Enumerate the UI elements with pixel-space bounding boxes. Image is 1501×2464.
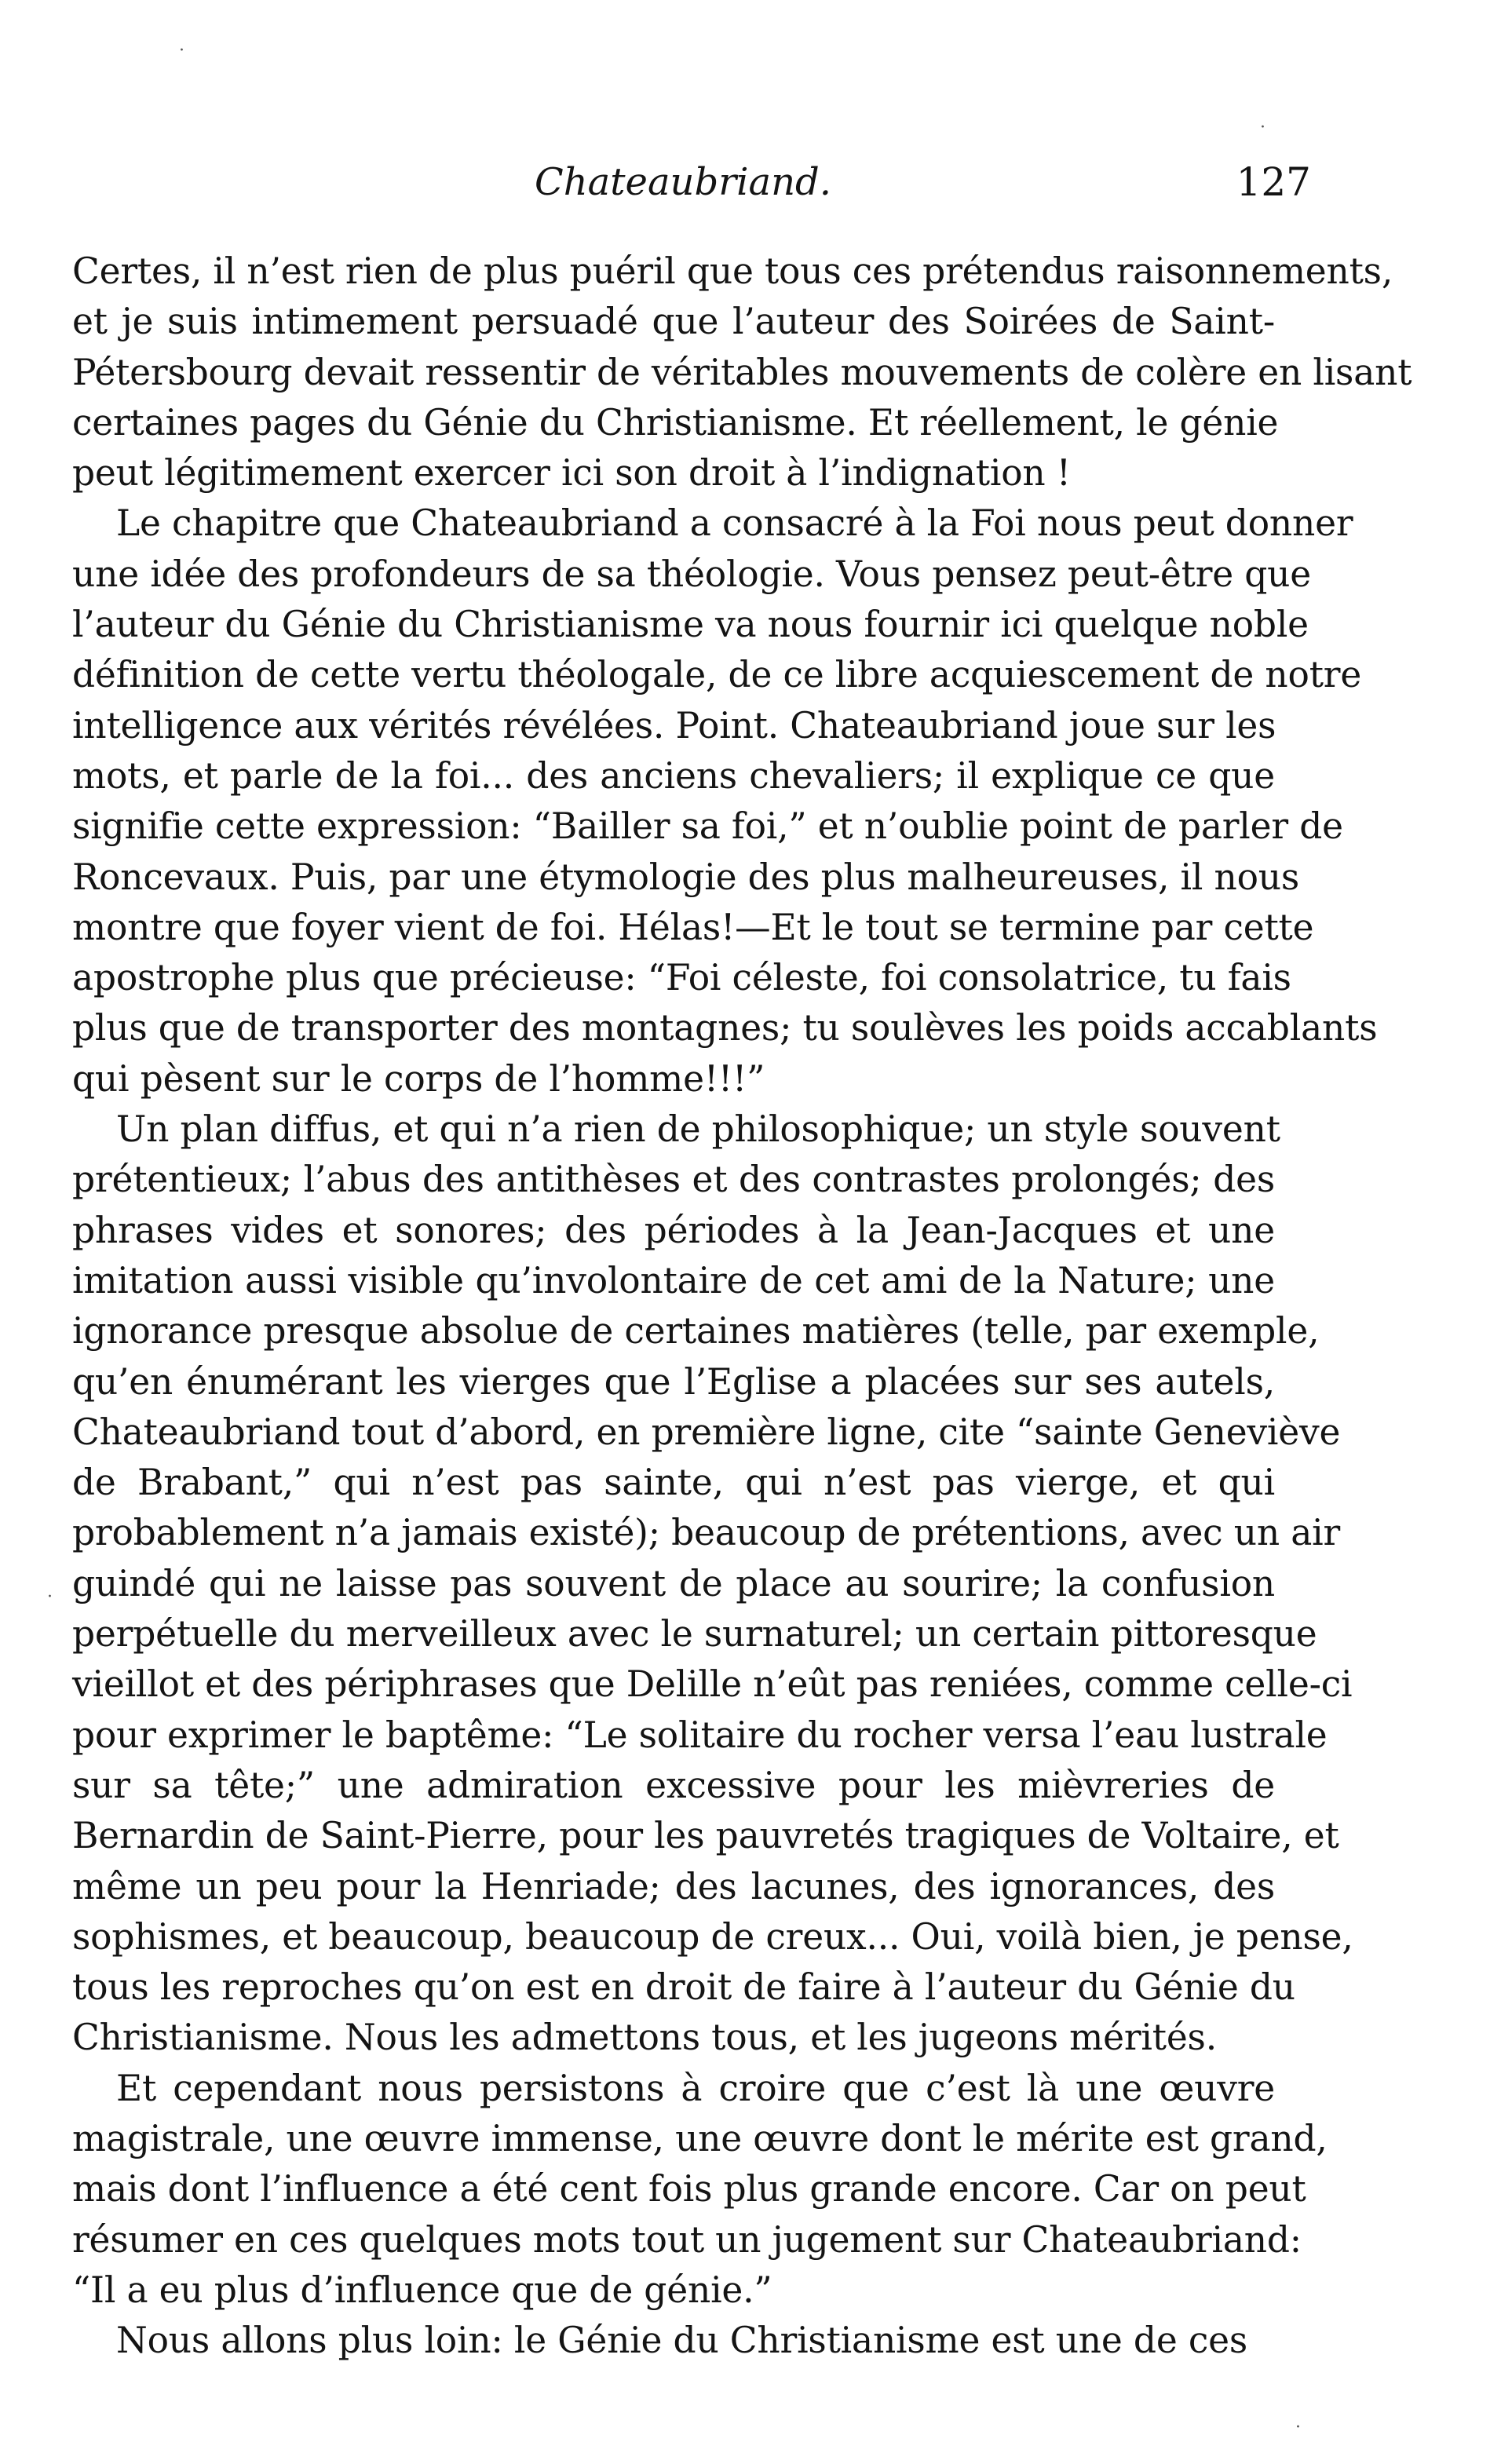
scan-speck: · [179,41,184,60]
text-line: une idée des profondeurs de sa théologie. Vous pensez peut-être que [72,553,1312,595]
text-line: perpétuelle du merveilleux avec le surnaturel; un certain pittoresque [72,1613,1317,1655]
page-header [71,154,1311,210]
text-line: prétentieux; l’abus des antithèses et des contrastes prolongés; des [72,1159,1275,1201]
text-line: de Brabant,” qui n’est pas sainte, qui n’est pas vierge, et qui [72,1462,1275,1504]
text-line: qu’en énumérant les vierges que l’Eglise a placées sur ses autels, [72,1360,1275,1403]
text-line: plus que de transporter des montagnes; tu soulèves les poids accablants [72,1007,1378,1049]
text-line: intelligence aux vérités révélées. Point. Chateaubriand joue sur les [72,704,1276,747]
text-line: mais dont l’influence a été cent fois plus grande encore. Car on peut [72,2168,1306,2210]
text-line: probablement n’a jamais existé); beaucoup de prétentions, avec un air [72,1512,1341,1554]
scan-speck: · [1295,2418,1301,2437]
text-line: “Il a eu plus d’influence que de génie.” [72,2269,772,2311]
text-line: même un peu pour la Henriade; des lacunes, des ignorances, des [72,1865,1275,1907]
text-line: l’auteur du Génie du Christianisme va nous fournir ici quelque noble [72,604,1309,646]
text-line: vieillot et des périphrases que Delille n’eût pas reniées, comme celle-ci [72,1663,1353,1706]
text-line: Certes, il n’est rien de plus puéril que tous ces prétendus raisonnements, [72,250,1393,292]
text-line: Chateaubriand tout d’abord, en première ligne, cite “sainte Geneviève [72,1411,1341,1453]
text-line: Et cependant nous persistons à croire que c’est là une œuvre [116,2067,1275,2109]
text-line: et je suis intimement persuadé que l’auteur des Soirées de Saint- [72,301,1275,343]
text-line: magistrale, une œuvre immense, une œuvre dont le mérite est grand, [72,2117,1328,2159]
text-line: tous les reproches qu’on est en droit de faire à l’auteur du Génie du [72,1966,1295,2009]
text-line: apostrophe plus que précieuse: “Foi céleste, foi consolatrice, tu fais [72,957,1291,999]
text-line: certaines pages du Génie du Christianisme. Et réellement, le génie [72,401,1279,444]
text-line: Pétersbourg devait ressentir de véritables mouvements de colère en lisant [72,351,1412,393]
text-line: montre que foyer vient de foi. Hélas!—Et le tout se termine par cette [72,906,1314,948]
text-line: peut légitimement exercer ici son droit à l’indignation ! [72,452,1071,495]
text-line: Nous allons plus loin: le Génie du Christianisme est une de ces [116,2320,1247,2362]
text-line: phrases vides et sonores; des périodes à la Jean-Jacques et une [72,1209,1275,1251]
page-number: 127 [1236,159,1311,205]
text-line: résumer en ces quelques mots tout un jugement sur Chateaubriand: [72,2218,1302,2261]
text-line: signifie cette expression: “Bailler sa foi,” et n’oublie point de parler de [72,805,1343,848]
text-line: guindé qui ne laisse pas souvent de place au sourire; la confusion [72,1562,1275,1604]
text-line: sophismes, et beaucoup, beaucoup de creux... Oui, voilà bien, je pense, [72,1915,1353,1958]
text-line: imitation aussi visible qu’involontaire de cet ami de la Nature; une [72,1259,1275,1301]
text-line: pour exprimer le baptême: “Le solitaire du rocher versa l’eau lustrale [72,1714,1328,1756]
scan-speck: · [1260,118,1265,137]
text-line: Le chapitre que Chateaubriand a consacré à la Foi nous peut donner [116,502,1353,545]
body-text [72,246,1412,2366]
text-line: définition de cette vertu théologale, de ce libre acquiescement de notre [72,654,1362,696]
text-line: Roncevaux. Puis, par une étymologie des plus malheureuses, il nous [72,856,1300,898]
text-line: Christianisme. Nous les admettons tous, et les jugeons mérités. [72,2017,1217,2059]
text-line: mots, et parle de la foi... des anciens chevaliers; il explique ce que [72,754,1275,797]
text-line: Un plan diffus, et qui n’a rien de philosophique; un style souvent [116,1108,1280,1151]
text-line: Bernardin de Saint-Pierre, pour les pauvretés tragiques de Voltaire, et [72,1815,1339,1857]
scan-speck: · [47,1587,53,1607]
text-line: qui pèsent sur le corps de l’homme!!!” [72,1057,765,1100]
text-line: sur sa tête;” une admiration excessive pour les mièvreries de [72,1764,1275,1806]
running-head: Chateaubriand. [534,160,832,204]
text-line: ignorance presque absolue de certaines matières (telle, par exemple, [72,1310,1320,1352]
